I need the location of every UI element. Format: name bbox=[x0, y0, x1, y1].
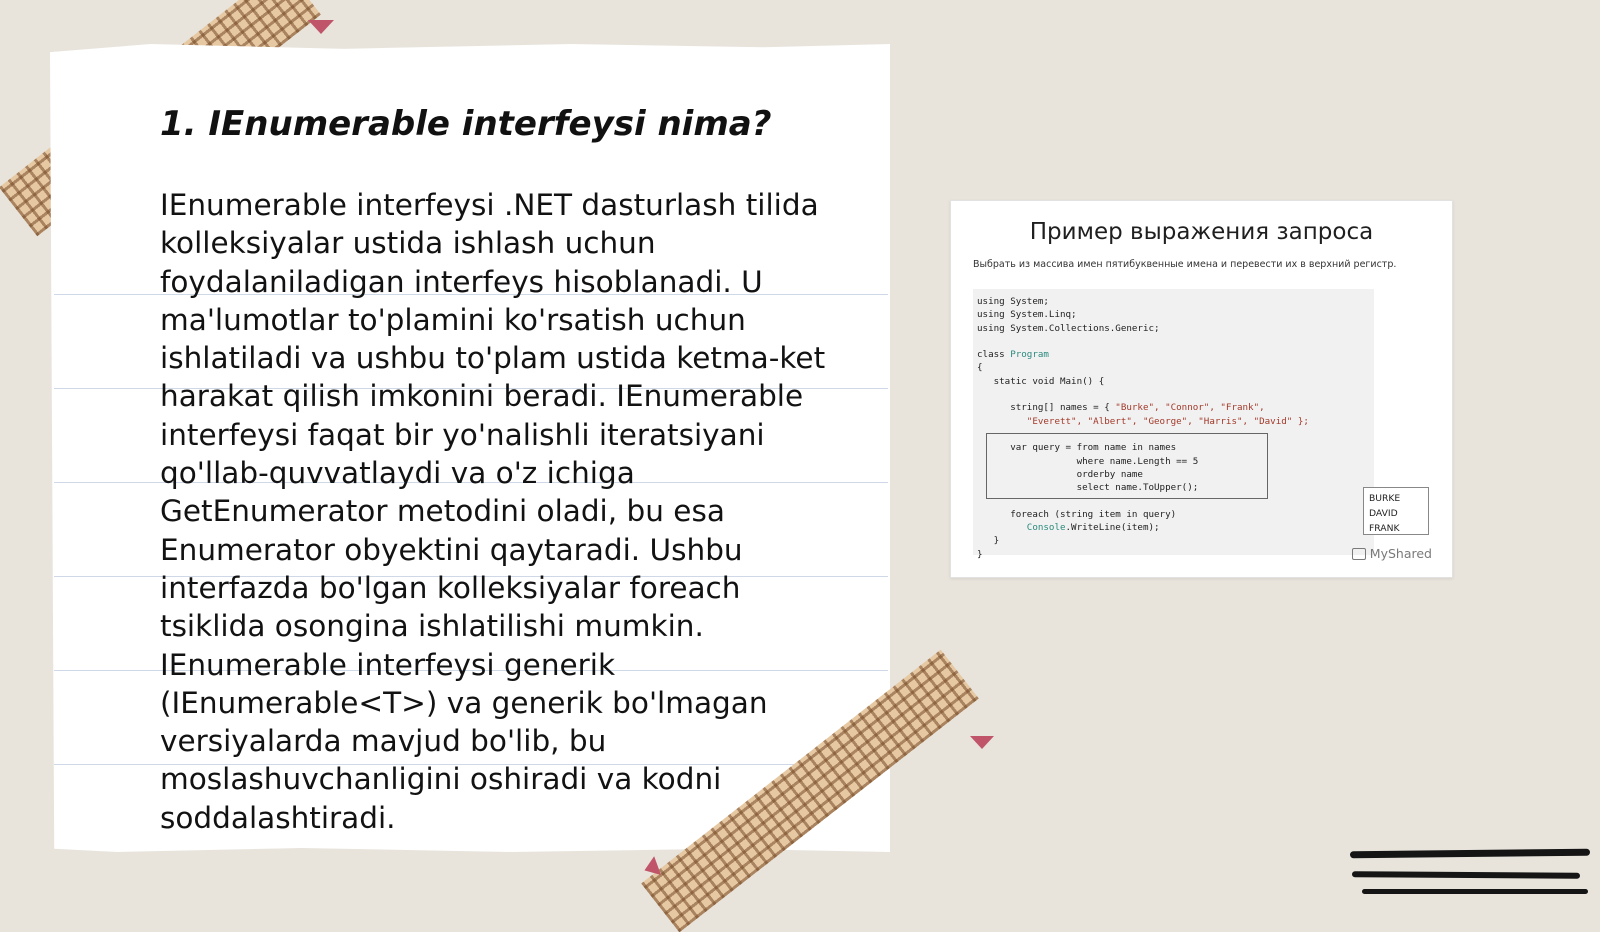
console-output-box bbox=[1363, 487, 1429, 535]
code-line: var query = from name in names bbox=[977, 442, 1177, 454]
example-image-card bbox=[950, 200, 1453, 578]
code-line: select name.ToUpper(); bbox=[977, 482, 1199, 494]
card-title: Пример выражения запроса bbox=[1029, 219, 1374, 245]
pin-marker-right bbox=[970, 736, 994, 749]
code-string: "Everett", "Albert", "George", "Harris", "David" }; bbox=[977, 415, 1309, 427]
code-line: where name.Length == 5 bbox=[977, 455, 1199, 467]
card-subtitle: Выбрать из массива имен пятибуквенные имена и перевести их в верхний регистр. bbox=[973, 259, 1397, 270]
code-block bbox=[977, 295, 1309, 561]
query-highlight-box bbox=[986, 433, 1268, 499]
decorative-brush-line bbox=[1362, 889, 1588, 894]
code-line: orderby name bbox=[977, 468, 1143, 480]
slide-body-text: IEnumerable interfeysi .NET dasturlash tilida kolleksiyalar ustida ishlash uchun foydalaniladigan interfeys hisoblanadi. U ma'lumotlar to'plamini ko'rsatish uchun ishlatiladi va ushbu to'plam ustida ketma-ket harakat qilish imkonini beradi. IEnumerable interfeysi faqat bir yo'nalishli iteratsiyani qo'llab-quvvatlaydi va o'z ichiga GetEnumerator metodini oladi, bu esa Enumerator obyektini qaytaradi. Ushbu interfazda bo'lgan kolleksiyalar foreach tsiklida osongina ishlatilishi mumkin. IEnumerable interfeysi generik (IEnumerable<T>) va generik bo'lmagan versiyalarda mavjud bo'lib, bu moslashuvchanligini oshiradi va kodni soddalashtiradi. bbox=[160, 188, 826, 835]
code-line: .WriteLine(item); bbox=[1065, 522, 1160, 534]
decorative-brush-line bbox=[1352, 871, 1580, 879]
code-line: } bbox=[977, 548, 983, 560]
output-line: DAVID bbox=[1369, 508, 1398, 519]
code-line: using System; bbox=[977, 296, 1049, 307]
output-line: BURKE bbox=[1369, 493, 1401, 504]
code-type-name: Console bbox=[977, 522, 1066, 534]
slide-title: 1. IEnumerable interfeysi nima? bbox=[160, 104, 772, 144]
decorative-brush-line bbox=[1350, 849, 1590, 859]
monitor-icon bbox=[1352, 548, 1366, 560]
pin-marker-top bbox=[308, 20, 334, 34]
code-line: using System.Collections.Generic; bbox=[977, 322, 1160, 334]
code-line: string[] names = { bbox=[977, 402, 1116, 414]
code-line: { bbox=[977, 362, 983, 374]
code-line: foreach (string item in query) bbox=[977, 508, 1177, 520]
code-line: class bbox=[977, 349, 1011, 361]
watermark-logo bbox=[1352, 546, 1432, 561]
output-line: FRANK bbox=[1369, 523, 1400, 534]
code-type-name: Program bbox=[1010, 349, 1049, 361]
code-line: } bbox=[977, 535, 1000, 547]
code-line: using System.Linq; bbox=[977, 309, 1077, 321]
code-line: static void Main() { bbox=[977, 375, 1105, 387]
watermark-text: MyShared bbox=[1369, 546, 1432, 561]
code-string: "Burke", "Connor", "Frank", bbox=[1115, 402, 1265, 414]
